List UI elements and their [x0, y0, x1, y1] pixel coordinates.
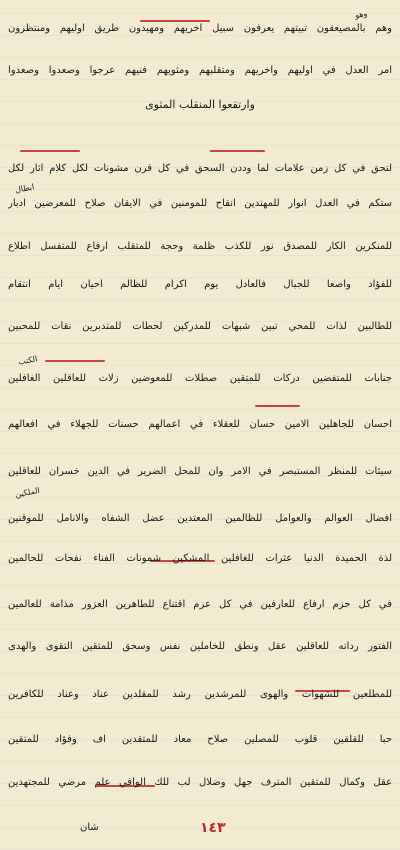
text-line-6: للفؤاد واصعا للجبال فالعادل يوم اكرام للظالم احيان ايام انتقام [8, 279, 392, 290]
text-line-2: امر العدل في اوليهم واخريهم ومتقلبهم ومثويهم فنيهم عرجوا وصعدوا وصعدوا [8, 65, 392, 76]
section-heading: وارتقعوا المنقلب المثوى [145, 98, 255, 111]
rubric-overline [210, 150, 265, 152]
text-line-7: للطالبين لذات للمحي تبين شبهات للمدركين لحطات للمتدبرين نقات للمحبين [8, 321, 392, 332]
text-line-17: عقل وكمال للمتقين المترف جهل وضلال لب للك الوافي علم مرضي للمجتهدين [8, 777, 392, 788]
marginal-note: ابطال [14, 182, 35, 195]
text-line-13: في كل حزم ارفاع للعارفين في كل عزم اقتناع للطاهرين العزور مذامة للعالمين [8, 599, 392, 610]
text-line-14: الفتور رداته للعاقلين عقل ونطق للخاملين نفس وسحق للمتقين التقوى والهدى [8, 641, 392, 652]
text-line-9: احسان للجاهلين الامين حسان للعقلاء في اعمالهم حسنات للجهلاء في افعالهم [8, 419, 392, 430]
text-line-10: سيئات للمنظر المستبصر في الامر وان للمحل الضرير في الدين خسران للعاقلين [8, 466, 392, 477]
rubric-overline [20, 150, 80, 152]
folio-number: ١٤٣ [200, 820, 226, 836]
text-line-3: لتحق في كل زمن علامات لما وددن السحق في كل قرن مشونات لكل كلام اثار لكل [8, 163, 392, 174]
text-line-4: ستكم في العدل انوار للمهتدين انقاح للمومنين في الايقان صلاح للمعرضين ادبار [8, 198, 392, 209]
rubric-overline [255, 405, 300, 407]
rubric-overline [45, 360, 105, 362]
marginal-note: الكتب [17, 354, 38, 367]
text-line-16: حبا للقلقين قلوب للمصلين صلاح معاد للمتقدين اف وفؤاد للمتقين [8, 734, 392, 745]
marginal-note: وهو [354, 9, 368, 20]
text-line-1: وهم بالمصيعقون تبيتهم يعرفون سبيل اخريهم ومهيدون طريق اوليهم ومنتظرون [8, 23, 392, 34]
text-line-8: جنابات للمتفضين دركات للمتقين صطلات للمعوضين زلات للعاقلين الغافلين [8, 373, 392, 384]
text-line-15: للمطلعين للشهوات والهوى للمرشدين رشد للمقلدين عناد وعناد للكافرين [8, 689, 392, 700]
text-line-11: افضال العوالم والعوامل للظالمين المعتدين عضل الشفاه والانامل للموقنين [8, 513, 392, 524]
marginal-note: الملكين [14, 485, 41, 500]
text-line-5: للمنكرين الكار للمصدق نور للكذب ظلمة وحجة للمتقلب ارفاع للمتفسل اطلاع [8, 241, 392, 252]
text-line-12: لذة الحميدة الدنيا عثرات للغافلين المشكين شمونات الفناء نفحات للحالمين [8, 553, 392, 564]
catchword: شان [80, 822, 99, 833]
